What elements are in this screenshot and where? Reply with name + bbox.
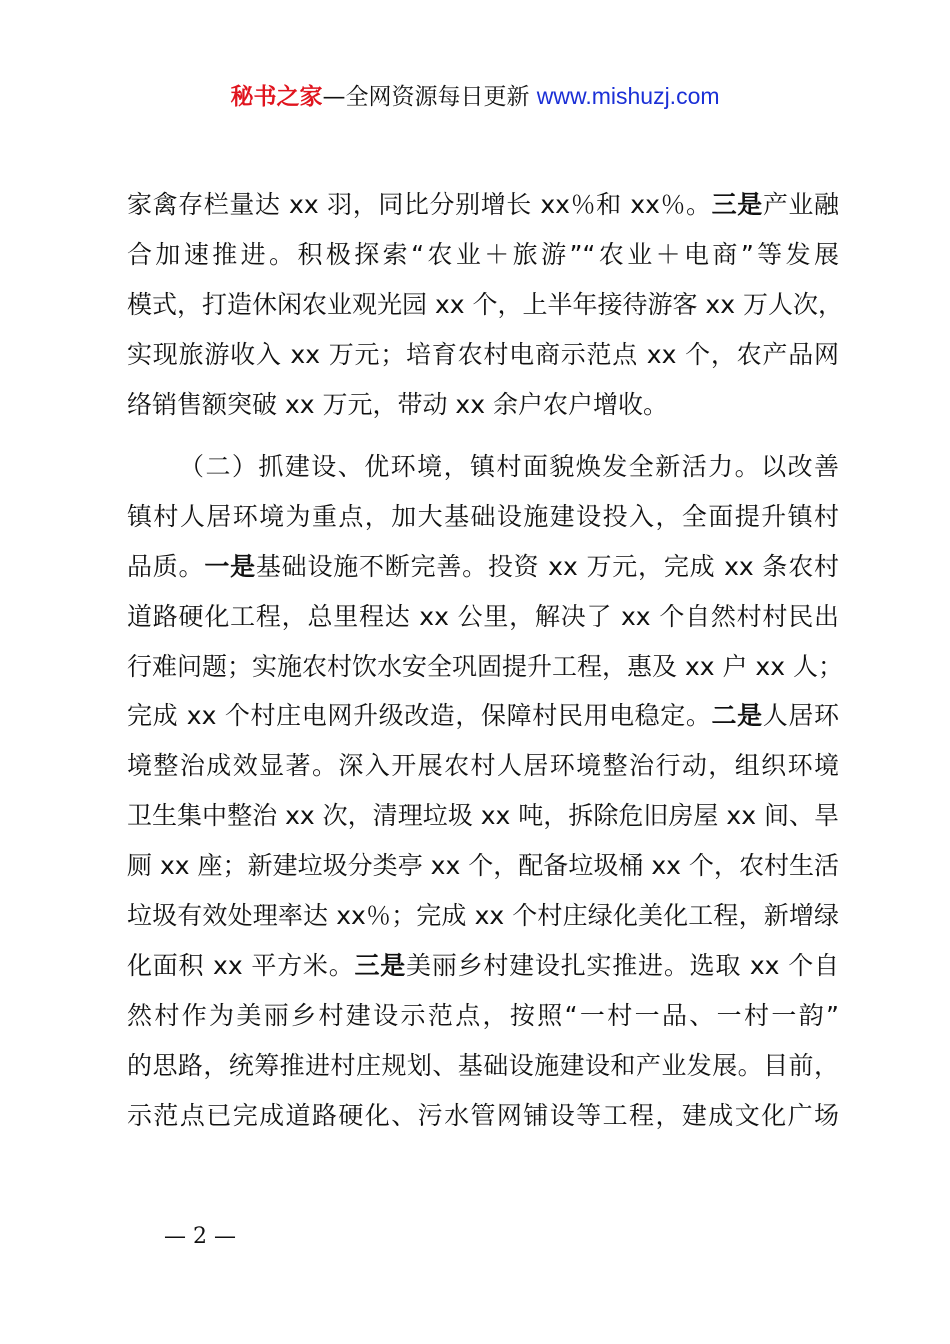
text-line: 然村作为美丽乡村建设示范点，按照“一村一品、一村一韵” (127, 1000, 839, 1030)
text-line (127, 941, 839, 991)
text-line: 垃圾有效处理率达 xx％；完成 xx 个村庄绿化美化工程，新增绿 (127, 901, 839, 931)
text-line: 的思路，统筹推进村庄规划、基础设施建设和产业发展。目前， (127, 1050, 839, 1080)
site-url[interactable]: www.mishuzj.com (536, 83, 720, 109)
text-line: 实现旅游收入 xx 万元；培育农村电商示范点 xx 个，农产品网 (127, 339, 839, 369)
bold-marker: 二是 (711, 701, 763, 731)
text-line (127, 542, 839, 592)
paragraph-2 (127, 442, 843, 1140)
text-run: 人居环 (762, 701, 839, 731)
text-run: 美丽乡村建设扎实推进。选取 xx 个自 (406, 950, 839, 980)
text-run: 品质。 (127, 551, 205, 581)
text-line (127, 180, 839, 230)
bold-marker: 三是 (354, 950, 407, 980)
section-heading-line: （二）抓建设、优环境，镇村面貌焕发全新活力。以改善 (179, 452, 839, 481)
page-number: — 2 — (164, 1224, 236, 1249)
text-line (127, 691, 839, 741)
text-run: 化面积 xx 平方米。 (127, 950, 355, 980)
text-run: 基础设施不断完善。投资 xx 万元，完成 xx 条农村 (255, 551, 839, 581)
site-brand: 秘书之家 (230, 84, 323, 110)
text-line: 卫生集中整治 xx 次，清理垃圾 xx 吨，拆除危旧房屋 xx 间、旱 (127, 801, 839, 831)
text-run: 完成 xx 个村庄电网升级改造，保障村民用电稳定。 (127, 701, 712, 731)
text-line: 行难问题；实施农村饮水安全巩固提升工程，惠及 xx 户 xx 人； (127, 651, 843, 681)
text-run: 家禽存栏量达 xx 羽，同比分别增长 xx％和 xx％。 (127, 190, 712, 219)
text-line: 模式，打造休闲农业观光园 xx 个，上半年接待游客 xx 万人次， (127, 289, 843, 319)
text-line: 络销售额突破 xx 万元，带动 xx 余户农户增收。 (127, 389, 668, 419)
text-line: 合加速推进。积极探索“农业＋旅游”“农业＋电商”等发展 (127, 239, 839, 269)
text-line: 道路硬化工程，总里程达 xx 公里，解决了 xx 个自然村村民出 (127, 601, 839, 631)
site-tagline: —全网资源每日更新 (322, 84, 537, 110)
bold-marker: 三是 (711, 190, 763, 219)
text-line: 镇村人居环境为重点，加大基础设施建设投入，全面提升镇村 (127, 501, 839, 531)
text-line: 示范点已完成道路硬化、污水管网铺设等工程，建成文化广场 (127, 1100, 839, 1130)
paragraph-1 (127, 180, 843, 429)
text-line: 厕 xx 座；新建垃圾分类亭 xx 个，配备垃圾桶 xx 个，农村生活 (127, 851, 839, 881)
site-header (0, 80, 950, 113)
bold-marker: 一是 (204, 551, 256, 581)
text-line: 境整治成效显著。深入开展农村人居环境整治行动，组织环境 (127, 751, 839, 781)
text-run: 产业融 (762, 190, 839, 219)
